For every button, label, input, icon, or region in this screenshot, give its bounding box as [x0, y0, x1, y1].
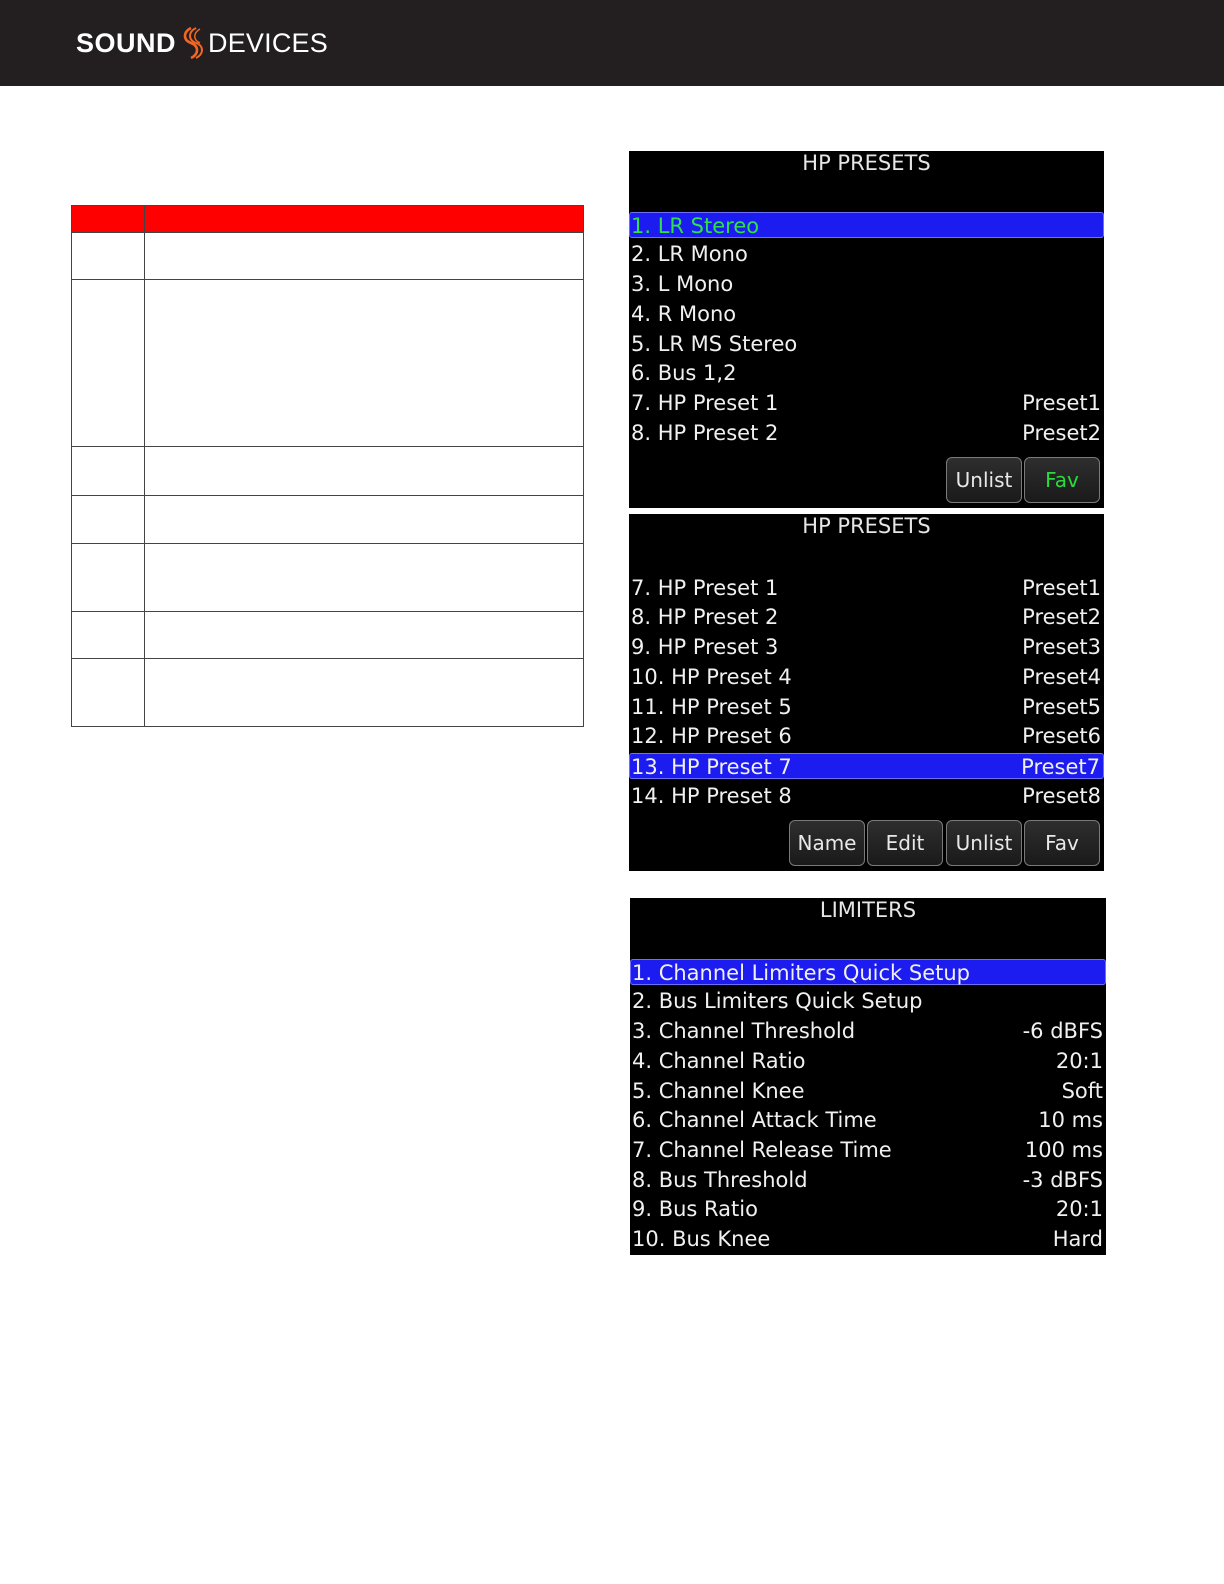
hp-presets-screen-2 — [629, 514, 1104, 871]
limiters-screen — [630, 898, 1106, 1255]
list-item-label: 9. HP Preset 3 — [631, 635, 779, 659]
list-item-label: 1. LR Stereo — [631, 214, 760, 238]
table-cell — [145, 544, 584, 612]
list-item-label: 7. HP Preset 1 — [631, 576, 779, 600]
page-header — [0, 0, 1224, 86]
list-item-label: 4. R Mono — [631, 302, 737, 326]
list-item[interactable] — [629, 360, 1104, 386]
list-item[interactable] — [629, 241, 1104, 267]
screen-title: HP PRESETS — [802, 514, 931, 538]
table-row — [72, 612, 584, 659]
list-item-value: Preset7 — [1021, 755, 1100, 779]
list-item-label: 3. L Mono — [631, 272, 734, 296]
list-item-label: 10. HP Preset 4 — [631, 665, 792, 689]
list-item-label: 13. HP Preset 7 — [631, 755, 792, 779]
list-item-label: 1. Channel Limiters Quick Setup — [632, 961, 971, 985]
logo-devices-text: DEVICES — [208, 27, 328, 58]
list-item-value: Preset2 — [1022, 421, 1101, 445]
table-header-row — [72, 206, 584, 233]
list-item[interactable] — [629, 694, 1104, 720]
list-item[interactable] — [629, 212, 1104, 238]
list-item-label: 9. Bus Ratio — [632, 1197, 758, 1221]
list-item[interactable] — [630, 1078, 1106, 1104]
table-row — [72, 233, 584, 280]
list-item[interactable] — [630, 1107, 1106, 1133]
edit-button[interactable]: Edit — [867, 820, 943, 866]
list-item-label: 10. Bus Knee — [632, 1227, 771, 1251]
list-item[interactable] — [629, 390, 1104, 416]
table-row — [72, 659, 584, 727]
table-cell — [72, 659, 145, 727]
list-item-value: Preset6 — [1022, 724, 1101, 748]
list-item-value: Preset2 — [1022, 605, 1101, 629]
list-item-value: Preset5 — [1022, 695, 1101, 719]
list-item[interactable] — [629, 271, 1104, 297]
table-cell — [72, 233, 145, 280]
list-item[interactable] — [629, 301, 1104, 327]
list-item[interactable] — [630, 1196, 1106, 1222]
table-row — [72, 496, 584, 544]
list-item-label: 6. Channel Attack Time — [632, 1108, 877, 1132]
list-item[interactable] — [630, 1167, 1106, 1193]
list-item-label: 8. HP Preset 2 — [631, 421, 779, 445]
list-item-value: Soft — [1061, 1079, 1103, 1103]
logo-sound-text: SOUND — [76, 27, 177, 58]
list-item-label: 5. LR MS Stereo — [631, 332, 798, 356]
list-item[interactable] — [630, 1048, 1106, 1074]
list-item-label: 7. HP Preset 1 — [631, 391, 779, 415]
list-item[interactable] — [629, 604, 1104, 630]
unlist-button[interactable]: Unlist — [946, 820, 1022, 866]
list-item-label: 14. HP Preset 8 — [631, 784, 792, 808]
table-cell — [72, 544, 145, 612]
table-cell — [145, 659, 584, 727]
logo-swoosh-icon — [177, 26, 207, 60]
info-table — [71, 205, 584, 727]
list-item-value: 10 ms — [1038, 1108, 1103, 1132]
list-item-label: 12. HP Preset 6 — [631, 724, 792, 748]
list-item[interactable] — [629, 420, 1104, 446]
list-item[interactable] — [630, 1137, 1106, 1163]
list-item[interactable] — [630, 1018, 1106, 1044]
list-item-value: Hard — [1052, 1227, 1103, 1251]
table-row — [72, 447, 584, 496]
table-cell — [145, 280, 584, 447]
list-item-value: Preset8 — [1022, 784, 1101, 808]
list-item[interactable] — [629, 331, 1104, 357]
list-item-value: Preset1 — [1022, 576, 1101, 600]
list-item[interactable] — [629, 783, 1104, 809]
screen-title: LIMITERS — [819, 898, 917, 922]
table-cell — [72, 496, 145, 544]
table-row — [72, 280, 584, 447]
list-item-value: 20:1 — [1055, 1197, 1103, 1221]
list-item-label: 11. HP Preset 5 — [631, 695, 792, 719]
list-item[interactable] — [630, 959, 1106, 985]
list-item[interactable] — [630, 988, 1106, 1014]
list-item[interactable] — [630, 1226, 1106, 1252]
list-item-value: -3 dBFS — [1022, 1168, 1103, 1192]
list-item-value: -6 dBFS — [1022, 1019, 1103, 1043]
list-item[interactable] — [629, 575, 1104, 601]
table-row — [72, 544, 584, 612]
list-item-label: 2. Bus Limiters Quick Setup — [632, 989, 923, 1013]
list-item-label: 7. Channel Release Time — [632, 1138, 892, 1162]
table-header-cell — [145, 206, 584, 233]
name-button[interactable]: Name — [789, 820, 865, 866]
table-header-cell — [72, 206, 145, 233]
list-item-label: 4. Channel Ratio — [632, 1049, 806, 1073]
list-item-value: Preset3 — [1022, 635, 1101, 659]
table-cell — [145, 233, 584, 280]
screen-title: HP PRESETS — [802, 151, 931, 175]
list-item-label: 5. Channel Knee — [632, 1079, 805, 1103]
table-cell — [145, 612, 584, 659]
list-item-label: 8. HP Preset 2 — [631, 605, 779, 629]
list-item[interactable] — [629, 753, 1104, 779]
list-item-label: 2. LR Mono — [631, 242, 748, 266]
list-item-value: Preset4 — [1022, 665, 1101, 689]
list-item[interactable] — [629, 634, 1104, 660]
table-cell — [145, 447, 584, 496]
fav-button[interactable]: Fav — [1024, 820, 1100, 866]
table-cell — [145, 496, 584, 544]
table-cell — [72, 612, 145, 659]
list-item[interactable] — [629, 664, 1104, 690]
list-item-value: Preset1 — [1022, 391, 1101, 415]
list-item[interactable] — [629, 723, 1104, 749]
list-item-label: 6. Bus 1,2 — [631, 361, 737, 385]
list-item-label: 3. Channel Threshold — [632, 1019, 856, 1043]
list-item-label: 8. Bus Threshold — [632, 1168, 808, 1192]
fav-button[interactable]: Fav — [1024, 457, 1100, 503]
table-cell — [72, 447, 145, 496]
unlist-button[interactable]: Unlist — [946, 457, 1022, 503]
list-item-value: 100 ms — [1024, 1138, 1103, 1162]
table-cell — [72, 280, 145, 447]
list-item-value: 20:1 — [1055, 1049, 1103, 1073]
sound-devices-logo — [76, 26, 328, 60]
hp-presets-screen-1 — [629, 151, 1104, 508]
